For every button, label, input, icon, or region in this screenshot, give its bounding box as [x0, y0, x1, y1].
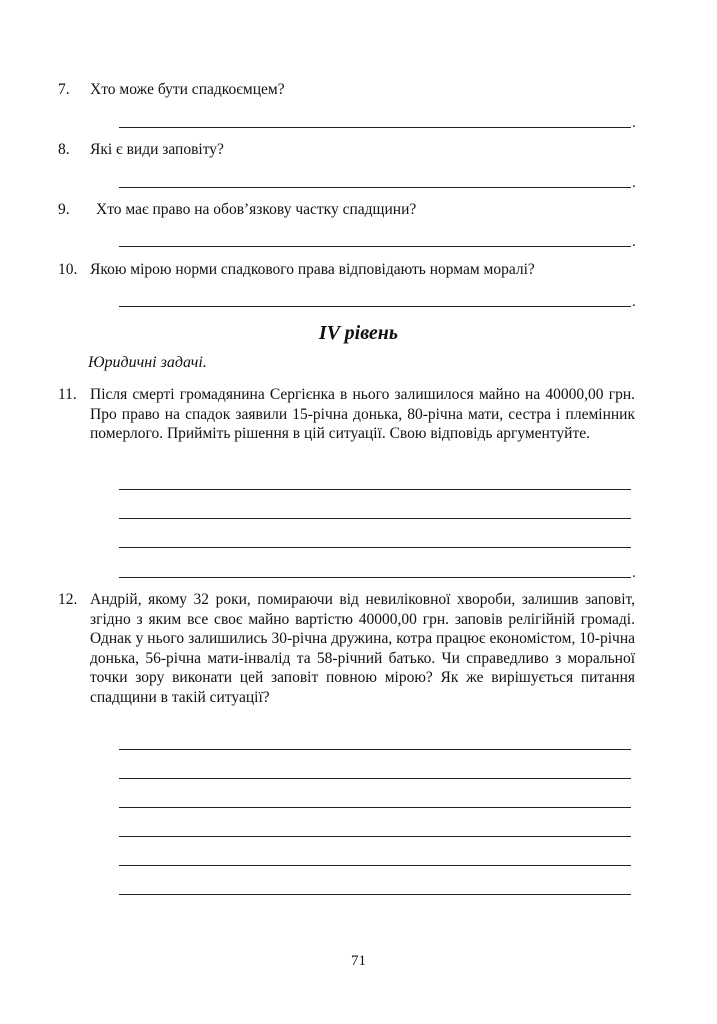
question-text: Хто має право на обов’язкову частку спадщини? — [96, 201, 417, 218]
task-number: 11. — [58, 386, 77, 403]
line-end-mark: . — [632, 294, 636, 310]
line-end-mark: . — [632, 175, 636, 191]
answer-line — [119, 865, 631, 866]
answer-line — [119, 489, 631, 490]
answer-line — [119, 749, 631, 750]
question-number: 9. — [58, 201, 70, 218]
answer-line — [119, 894, 631, 895]
question-text: Які є види заповіту? — [90, 141, 224, 158]
task-text: Після смерті громадянина Сергієнка в нього залишилося майно на 40000,00 грн. Про право на спадок заявили 15-річна донька, 80-річна мати, сестра і племінник померлого. Прийміть рішення в цій ситуації. Свою відповідь аргументуйте. — [90, 386, 635, 442]
answer-line — [119, 127, 631, 128]
answer-line — [119, 518, 631, 519]
task-number: 12. — [58, 591, 78, 608]
line-end-mark: . — [632, 234, 636, 250]
answer-line — [119, 778, 631, 779]
answer-line — [119, 246, 631, 247]
answer-line — [119, 306, 631, 307]
task-text: Андрій, якому 32 роки, помираючи від невиліковної хвороби, залишив заповіт, згідно з яким все своє майно вартістю 40000,00 грн. заповів релігійній громаді. Однак у нього залишились 30-річна дружина, котра працює економістом, 10-річна донька, 56-річна мати-інвалід та 58-річний батько. Чи справедливо з моральної точки зору виконати цей заповіт повною мірою? Як же вирішується питання спадщини в такій ситуації? — [90, 591, 635, 706]
answer-line — [119, 547, 631, 548]
question-number: 7. — [58, 81, 70, 98]
answer-line — [119, 577, 631, 578]
level-heading: IV рівень — [318, 322, 399, 344]
question-number: 8. — [58, 141, 70, 158]
page-number: 71 — [351, 953, 366, 969]
answer-line — [119, 187, 631, 188]
answer-line — [119, 836, 631, 837]
answer-line — [119, 807, 631, 808]
question-number: 10. — [58, 261, 78, 278]
question-text: Хто може бути спадкоємцем? — [90, 81, 285, 98]
level-subheading: Юридичні задачі. — [88, 354, 207, 371]
question-text: Якою мірою норми спадкового права відповідають нормам моралі? — [90, 261, 535, 278]
line-end-mark: . — [632, 565, 636, 581]
line-end-mark: . — [632, 115, 636, 131]
